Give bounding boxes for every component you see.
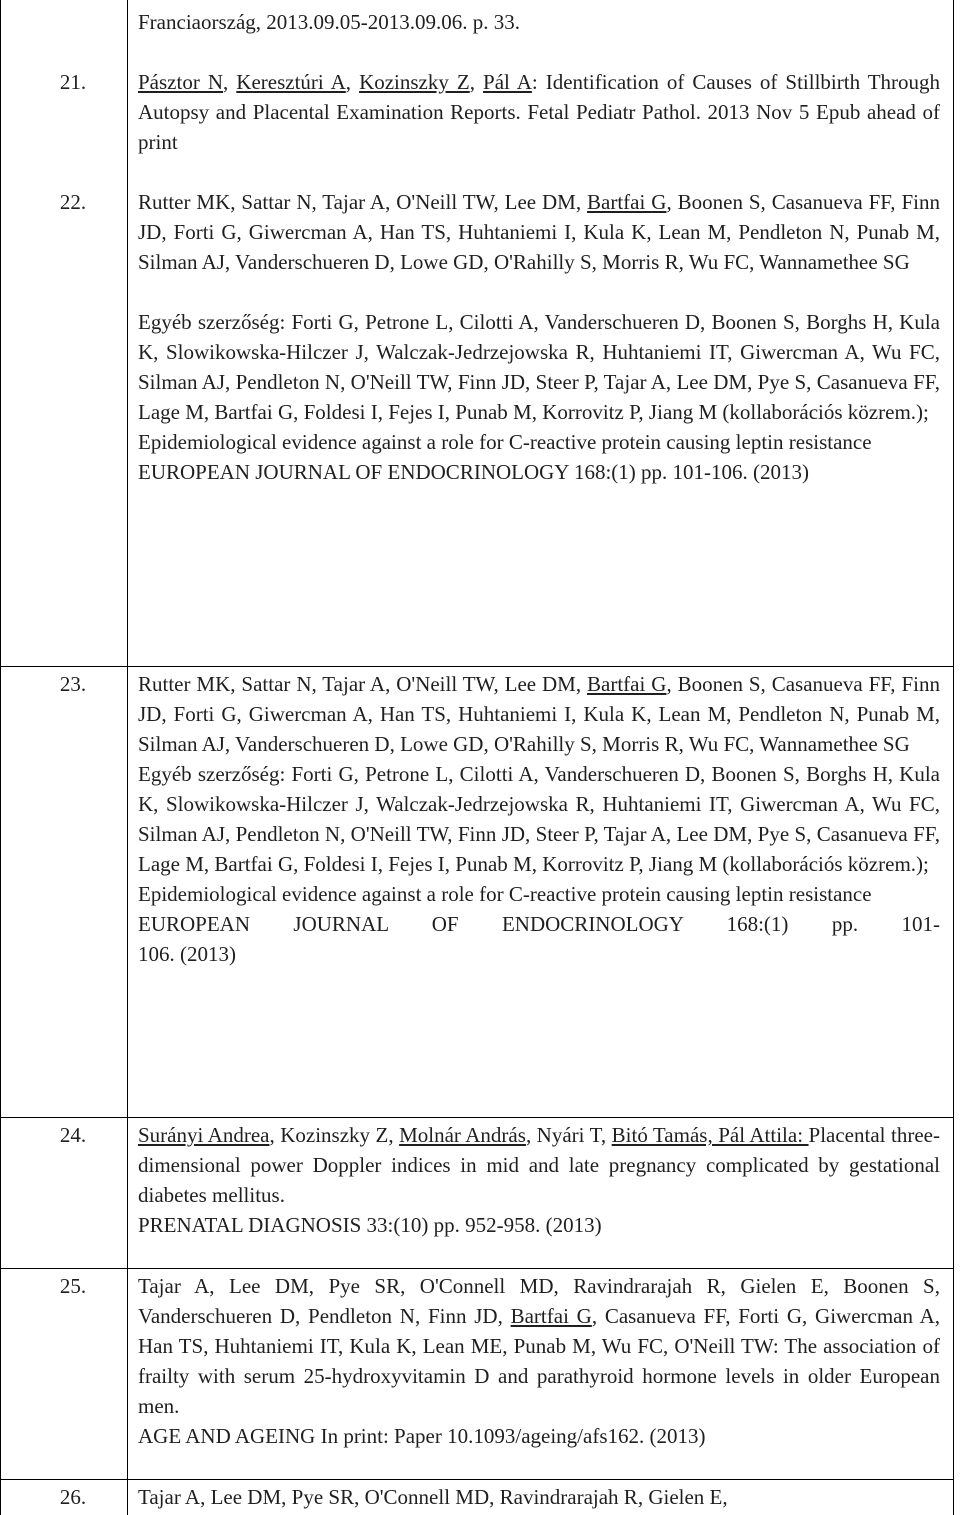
author-link[interactable]: Bartfai G (510, 1304, 592, 1328)
author-link[interactable]: Kozinszky Z (359, 70, 470, 94)
publication-title: Epidemiological evidence against a role for C-reactive protein causing leptin resistance (138, 882, 872, 906)
other-authorship: Egyéb szerzőség: Forti G, Petrone L, Cilotti A, Vanderschueren D, Boonen S, Borghs H, Kula K, Slowikowska-Hilczer J, Walczak-Jedrzejowska R, Huhtaniemi IT, Giwercman A, Wu FC, Silman AJ, Pendleton N, O'Neill TW, Finn JD, Steer P, Tajar A, Lee DM, Pye S, Casanueva FF, Lage M, Bartfai G, Foldesi I, Fejes I, Punab M, Korrovitz P, Jiang M (kollaborációs közrem.); (138, 762, 940, 876)
entry-text: Surányi Andrea, Kozinszky Z, Molnár András, Nyári T, Bitó Tamás, Pál Attila: Placental three-dimensional power Doppler indices in mid and late pregnancy complicated by gestational diabetes mellitus. (138, 1123, 940, 1207)
author-link[interactable]: Surányi Andrea (138, 1123, 270, 1147)
publication-title: Epidemiological evidence against a role for C-reactive protein causing leptin resistance (138, 430, 872, 454)
entry-number: 24. (59, 1123, 87, 1147)
row-divider (0, 1117, 954, 1118)
entry-number: 23. (59, 672, 87, 696)
entry-25 (138, 1271, 940, 1451)
author-link[interactable]: Pásztor N (138, 70, 224, 94)
journal-citation: PRENATAL DIAGNOSIS 33:(10) pp. 952-958. (2013) (138, 1213, 602, 1237)
author-link[interactable]: Pál A (483, 70, 532, 94)
entry-22 (138, 187, 940, 487)
row-divider (0, 1268, 954, 1269)
table-border-left (0, 0, 1, 1515)
author-list: Rutter MK, Sattar N, Tajar A, O'Neill TW, Lee DM, Bartfai G, Boonen S, Casanueva FF, Finn JD, Forti G, Giwercman A, Han TS, Huhtaniemi I, Kula K, Lean M, Pendleton N, Punab M, Silman AJ, Vanderschueren D, Lowe GD, O'Rahilly S, Morris R, Wu FC, Wannamethee SG (138, 190, 940, 274)
author-link[interactable]: Bartfai G (587, 190, 667, 214)
author-link[interactable]: Molnár András (399, 1123, 526, 1147)
row-divider (0, 666, 954, 667)
author-link[interactable]: Keresztúri A (236, 70, 346, 94)
entry-24 (138, 1120, 940, 1240)
table-column-divider (127, 0, 128, 1515)
entry-text: Tajar A, Lee DM, Pye SR, O'Connell MD, Ravindrarajah R, Gielen E, Boonen S, Vanderschueren D, Pendleton N, Finn JD, Bartfai G, Casanueva FF, Forti G, Giwercman A, Han TS, Huhtaniemi IT, Kula K, Lean ME, Punab M, Wu FC, O'Neill TW: The association of frailty with serum 25-hydroxyvitamin D and parathyroid hormone levels in older European men. (138, 1274, 940, 1418)
entry-21 (138, 67, 940, 157)
entry-text: Tajar A, Lee DM, Pye SR, O'Connell MD, Ravindrarajah R, Gielen E, (138, 1485, 728, 1509)
author-list: Rutter MK, Sattar N, Tajar A, O'Neill TW, Lee DM, Bartfai G, Boonen S, Casanueva FF, Finn JD, Forti G, Giwercman A, Han TS, Huhtaniemi I, Kula K, Lean M, Pendleton N, Punab M, Silman AJ, Vanderschueren D, Lowe GD, O'Rahilly S, Morris R, Wu FC, Wannamethee SG (138, 672, 940, 756)
publication-title: Placental three-dimensional power Doppler indices in mid and late pregnancy complicated by gestational diabetes mellitus. (138, 1123, 940, 1207)
table-border-right (953, 0, 954, 1515)
journal-citation: EUROPEAN JOURNAL OF ENDOCRINOLOGY 168:(1) pp. 101- (138, 912, 940, 936)
journal-citation: EUROPEAN JOURNAL OF ENDOCRINOLOGY 168:(1) pp. 101-106. (2013) (138, 460, 809, 484)
entry-26 (138, 1482, 940, 1512)
author-link[interactable]: Bitó Tamás, Pál Attila: (611, 1123, 809, 1147)
entry-text: Pásztor N, Keresztúri A, Kozinszky Z, Pál A: Identification of Causes of Stillbirth Through Autopsy and Placental Examination Reports. Fetal Pediatr Pathol. 2013 Nov 5 Epub ahead of print (138, 70, 941, 154)
publication-title: : Identification of Causes of Stillbirth Through Autopsy and Placental Examination Reports. Fetal Pediatr Pathol. 2013 Nov 5 Epub ahead of print (138, 70, 941, 154)
entry-number: 25. (59, 1274, 87, 1298)
row-divider (0, 1479, 954, 1480)
entry-number: 26. (59, 1485, 87, 1509)
journal-citation: AGE AND AGEING In print: Paper 10.1093/ageing/afs162. (2013) (138, 1424, 706, 1448)
entry-number: 21. (59, 70, 87, 94)
entry-number: 22. (59, 190, 87, 214)
entry-23 (138, 669, 940, 969)
author-link[interactable]: Bartfai G (587, 672, 667, 696)
spacer (138, 277, 940, 307)
entry-text: Franciaország, 2013.09.05-2013.09.06. p. 33. (138, 10, 521, 34)
journal-citation: 106. (2013) (138, 942, 236, 966)
entry-continuation (138, 7, 940, 37)
other-authorship: Egyéb szerzőség: Forti G, Petrone L, Cilotti A, Vanderschueren D, Boonen S, Borghs H, Kula K, Slowikowska-Hilczer J, Walczak-Jedrzejowska R, Huhtaniemi IT, Giwercman A, Wu FC, Silman AJ, Pendleton N, O'Neill TW, Finn JD, Steer P, Tajar A, Lee DM, Pye S, Casanueva FF, Lage M, Bartfai G, Foldesi I, Fejes I, Punab M, Korrovitz P, Jiang M (kollaborációs közrem.); (138, 310, 940, 424)
